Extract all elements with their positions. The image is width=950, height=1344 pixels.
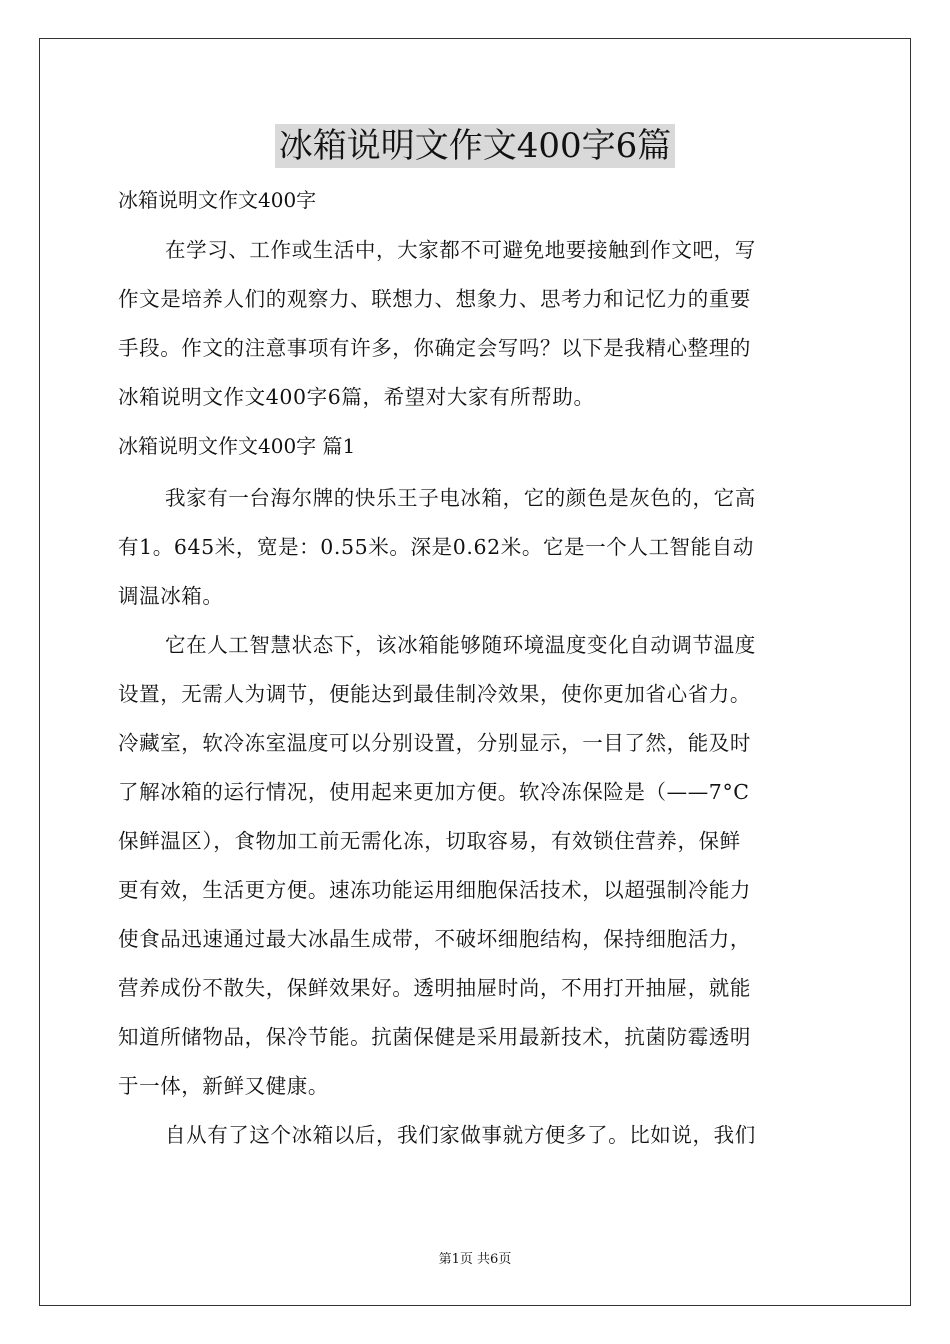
title-wrap: [0, 124, 950, 168]
text-line: 于一体，新鲜又健康。: [118, 1074, 329, 1098]
subtitle: 冰箱说明文作文400字: [118, 188, 317, 212]
text-line: 手段。作文的注意事项有许多，你确定会写吗？以下是我精心整理的: [118, 336, 751, 360]
text-line: 冰箱说明文作文400字6篇，希望对大家有所帮助。: [118, 385, 595, 409]
text-line: 它在人工智慧状态下，该冰箱能够随环境温度变化自动调节温度: [165, 633, 756, 657]
text-line: 在学习、工作或生活中，大家都不可避免地要接触到作文吧，写: [165, 238, 756, 262]
paragraph-2: [118, 621, 834, 1111]
text-line: 作文是培养人们的观察力、联想力、想象力、思考力和记忆力的重要: [118, 287, 751, 311]
text-line: 了解冰箱的运行情况，使用起来更加方便。软冷冻保险是（——7°C: [118, 780, 750, 804]
text-line: 营养成份不散失，保鲜效果好。透明抽屉时尚，不用打开抽屉，就能: [118, 976, 751, 1000]
text-line: 冷藏室，软冷冻室温度可以分别设置，分别显示，一目了然，能及时: [118, 731, 751, 755]
intro-paragraph: [118, 226, 834, 422]
paragraph-3: [118, 1111, 834, 1160]
text-line: 保鲜温区），食物加工前无需化冻，切取容易，有效锁住营养，保鲜: [118, 829, 741, 853]
document-title: 冰箱说明文作文400字6篇: [275, 124, 676, 168]
text-line: 我家有一台海尔牌的快乐王子电冰箱，它的颜色是灰色的，它高: [165, 486, 756, 510]
text-line: 有1。645米，宽是：0.55米。深是0.62米。它是一个人工智能自动: [118, 535, 754, 559]
paragraph-1: [118, 474, 834, 621]
section-heading: 冰箱说明文作文400字 篇1: [118, 434, 356, 458]
document-body: [118, 180, 834, 1160]
page-footer: 第1页 共6页: [438, 1252, 512, 1267]
text-line: 调温冰箱。: [118, 584, 224, 608]
text-line: 更有效，生活更方便。速冻功能运用细胞保活技术，以超强制冷能力: [118, 878, 751, 902]
text-line: 设置，无需人为调节，便能达到最佳制冷效果，使你更加省心省力。: [118, 682, 751, 706]
text-line: 自从有了这个冰箱以后，我们家做事就方便多了。比如说，我们: [165, 1123, 756, 1147]
text-line: 使食品迅速通过最大冰晶生成带，不破坏细胞结构，保持细胞活力，: [118, 927, 751, 951]
text-line: 知道所储物品，保冷节能。抗菌保健是采用最新技术，抗菌防霉透明: [118, 1025, 751, 1049]
